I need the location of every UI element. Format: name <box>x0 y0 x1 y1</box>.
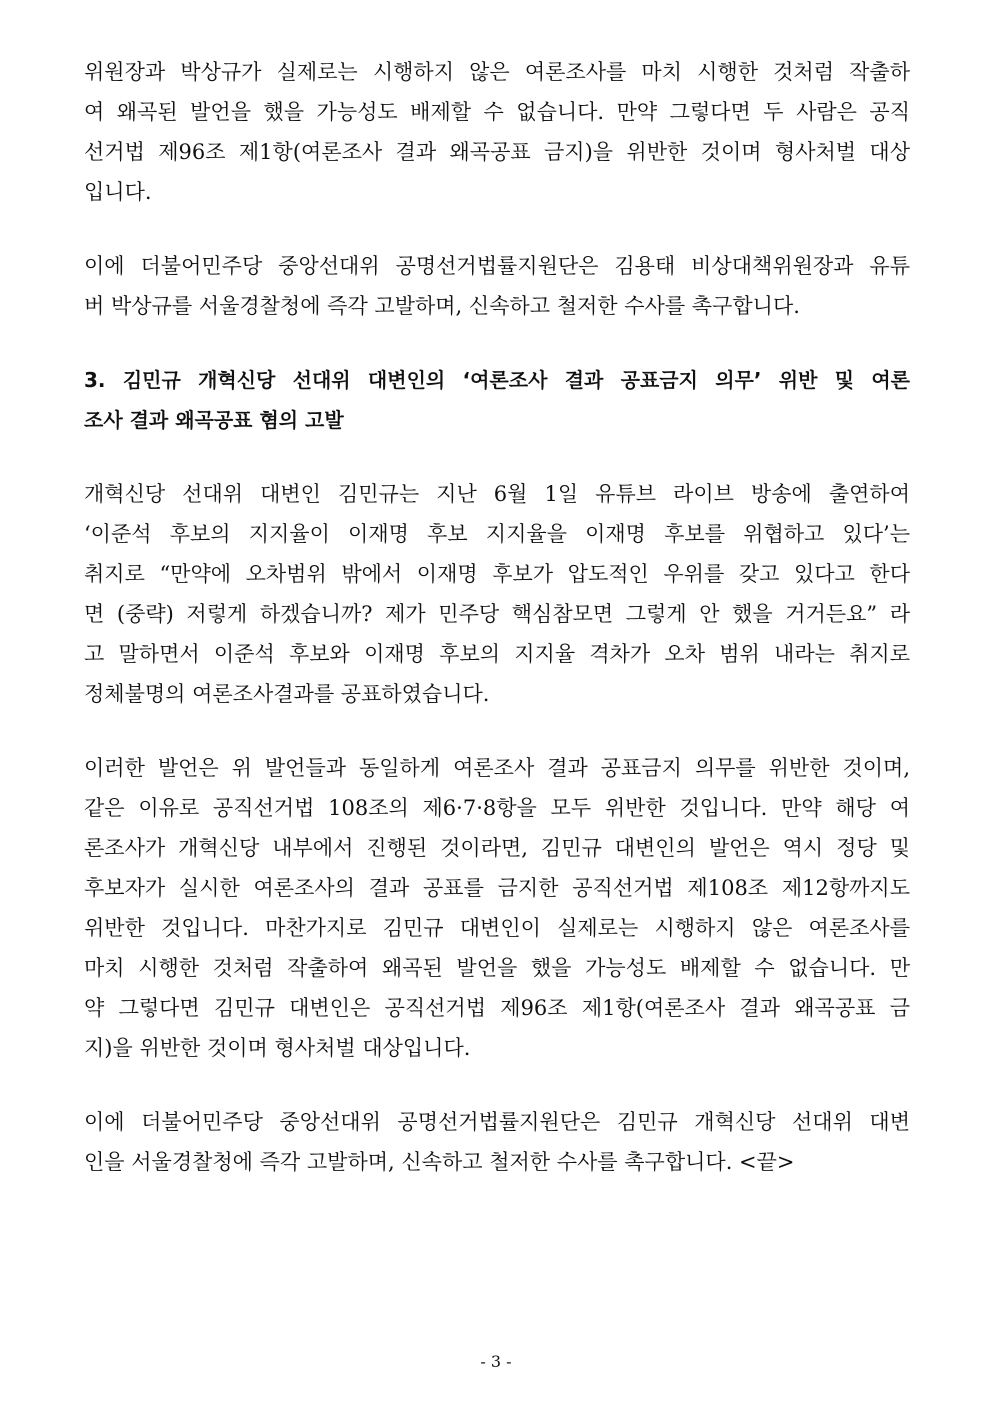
text-line: 여 왜곡된 발언을 했을 가능성도 배제할 수 없습니다. 만약 그렇다면 두 사람은 공직 <box>84 100 910 124</box>
document-page <box>84 52 910 1182</box>
text-line: 이에 더불어민주당 중앙선대위 공명선거법률지원단은 김용태 비상대책위원장과 유튜 <box>84 254 910 278</box>
paragraph-4 <box>84 748 910 1068</box>
paragraph-2 <box>84 246 910 326</box>
text-line: 입니다. <box>84 180 152 204</box>
text-line: 약 그렇다면 김민규 대변인은 공직선거법 제96조 제1항(여론조사 결과 왜곡공표 금 <box>84 996 910 1020</box>
text-line: 개혁신당 선대위 대변인 김민규는 지난 6월 1일 유튜브 라이브 방송에 출연하여 <box>84 482 910 506</box>
text-line: 마치 시행한 것처럼 작출하여 왜곡된 발언을 했을 가능성도 배제할 수 없습니다. 만 <box>84 956 910 980</box>
text-line: 인을 서울경찰청에 즉각 고발하며, 신속하고 철저한 수사를 촉구합니다. <끝> <box>84 1150 795 1174</box>
section-heading <box>84 360 910 440</box>
text-line: 론조사가 개혁신당 내부에서 진행된 것이라면, 김민규 대변인의 발언은 역시 정당 및 <box>84 836 910 860</box>
text-line: 이에 더불어민주당 중앙선대위 공명선거법률지원단은 김민규 개혁신당 선대위 대변 <box>84 1110 910 1134</box>
text-line: 버 박상규를 서울경찰청에 즉각 고발하며, 신속하고 철저한 수사를 촉구합니다. <box>84 294 800 318</box>
page-number: - 3 - <box>480 1352 512 1371</box>
text-line: 면 (중략) 저렇게 하겠습니까? 제가 민주당 핵심참모면 그렇게 안 했을 거거든요” 라 <box>84 602 910 626</box>
text-line: 같은 이유로 공직선거법 108조의 제6·7·8항을 모두 위반한 것입니다. 만약 해당 여 <box>84 796 910 820</box>
paragraph-5 <box>84 1102 910 1182</box>
paragraph-1 <box>84 52 910 212</box>
text-line: 이러한 발언은 위 발언들과 동일하게 여론조사 결과 공표금지 의무를 위반한 것이며, <box>84 756 910 780</box>
text-line: 취지로 “만약에 오차범위 밖에서 이재명 후보가 압도적인 우위를 갖고 있다고 한다 <box>84 562 910 586</box>
text-line: 위반한 것입니다. 마찬가지로 김민규 대변인이 실제로는 시행하지 않은 여론조사를 <box>84 916 910 940</box>
paragraph-3 <box>84 474 910 714</box>
text-line: ‘이준석 후보의 지지율이 이재명 후보 지지율을 이재명 후보를 위협하고 있다’는 <box>84 522 910 546</box>
text-line: 고 말하면서 이준석 후보와 이재명 후보의 지지율 격차가 오차 범위 내라는 취지로 <box>84 642 910 666</box>
text-line: 위원장과 박상규가 실제로는 시행하지 않은 여론조사를 마치 시행한 것처럼 작출하 <box>84 60 910 84</box>
text-line: 지)을 위반한 것이며 형사처벌 대상입니다. <box>84 1036 471 1060</box>
heading-line: 3. 김민규 개혁신당 선대위 대변인의 ‘여론조사 결과 공표금지 의무’ 위반 및 여론 <box>84 368 910 392</box>
text-line: 후보자가 실시한 여론조사의 결과 공표를 금지한 공직선거법 제108조 제12항까지도 <box>84 876 910 900</box>
text-line: 정체불명의 여론조사결과를 공표하였습니다. <box>84 682 490 706</box>
text-line: 선거법 제96조 제1항(여론조사 결과 왜곡공표 금지)을 위반한 것이며 형사처벌 대상 <box>84 140 910 164</box>
heading-line: 조사 결과 왜곡공표 혐의 고발 <box>84 408 344 432</box>
